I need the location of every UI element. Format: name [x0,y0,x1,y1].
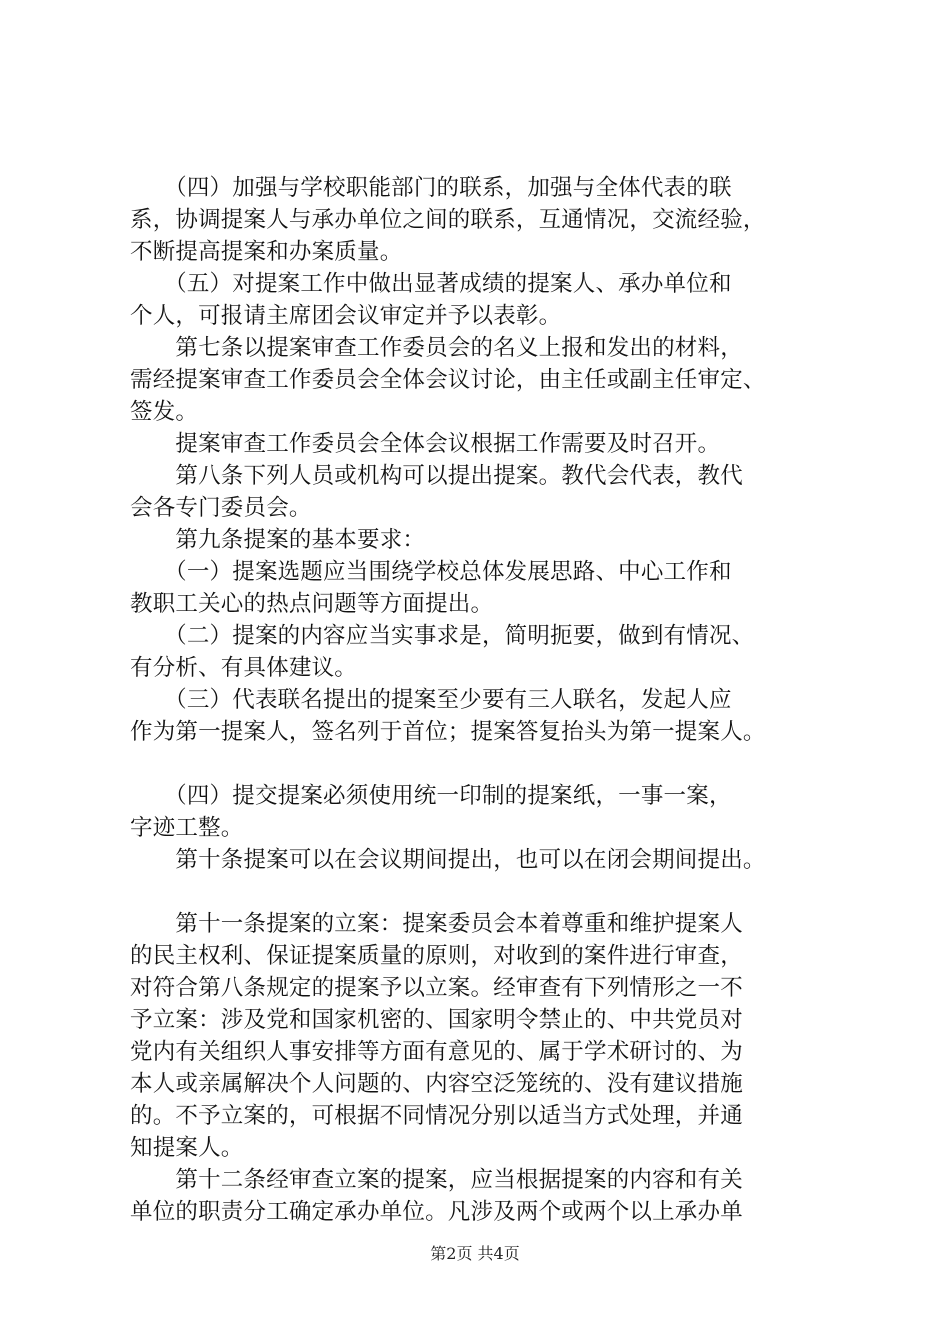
text-line: （一）提案选题应当围绕学校总体发展思路、中心工作和 [130,559,732,585]
text-line: 第十条提案可以在会议期间提出，也可以在闭会期间提出。 [130,847,766,873]
text-line: 的民主权利、保证提案质量的原则，对收到的案件进行审查， [130,943,743,969]
text-line: 不断提高提案和办案质量。 [130,239,403,265]
text-line: 需经提案审查工作委员会全体会议讨论，由主任或副主任审定、 [130,367,766,393]
text-line: 教职工关心的热点问题等方面提出。 [130,591,494,617]
text-line: 提案审查工作委员会全体会议根据工作需要及时召开。 [130,431,721,457]
document-body [130,172,842,1228]
text-line: 第九条提案的基本要求： [130,527,426,553]
text-line: （二）提案的内容应当实事求是，简明扼要，做到有情况、 [130,623,755,649]
text-line: 第十一条提案的立案：提案委员会本着尊重和维护提案人 [130,911,743,937]
text-line: 对符合第八条规定的提案予以立案。经审查有下列情形之一不 [130,975,743,1001]
text-line: 第七条以提案审查工作委员会的名义上报和发出的材料， [130,335,743,361]
text-line: 党内有关组织人事安排等方面有意见的、属于学术研讨的、为 [130,1039,743,1065]
text-line: 系，协调提案人与承办单位之间的联系，互通情况，交流经验， [130,207,766,233]
text-line: 有分析、有具体建议。 [130,655,358,681]
text-line: （三）代表联名提出的提案至少要有三人联名，发起人应 [130,687,732,713]
text-line: 第十二条经审查立案的提案，应当根据提案的内容和有关 [130,1167,743,1193]
blank-line [130,748,842,780]
text-line: 知提案人。 [130,1135,244,1161]
text-line: （五）对提案工作中做出显著成绩的提案人、承办单位和 [130,271,732,297]
text-line: 本人或亲属解决个人问题的、内容空泛笼统的、没有建议措施 [130,1071,743,1097]
text-line: 予立案：涉及党和国家机密的、国家明令禁止的、中共党员对 [130,1007,743,1033]
text-line: 签发。 [130,399,199,425]
text-line: 的。不予立案的，可根据不同情况分别以适当方式处理，并通 [130,1103,743,1129]
page-footer: 第2页 共4页 [430,1244,520,1263]
text-line: 第八条下列人员或机构可以提出提案。教代会代表，教代 [130,463,743,489]
text-line: 字迹工整。 [130,815,244,841]
text-line: 个人，可报请主席团会议审定并予以表彰。 [130,303,562,329]
text-line: （四）加强与学校职能部门的联系，加强与全体代表的联 [130,175,732,201]
text-line: （四）提交提案必须使用统一印制的提案纸，一事一案， [130,783,732,809]
text-line: 作为第一提案人，签名列于首位；提案答复抬头为第一提案人。 [130,719,766,745]
text-line: 会各专门委员会。 [130,495,312,521]
blank-line [130,876,842,908]
text-line: 单位的职责分工确定承办单位。凡涉及两个或两个以上承办单 [130,1199,743,1225]
